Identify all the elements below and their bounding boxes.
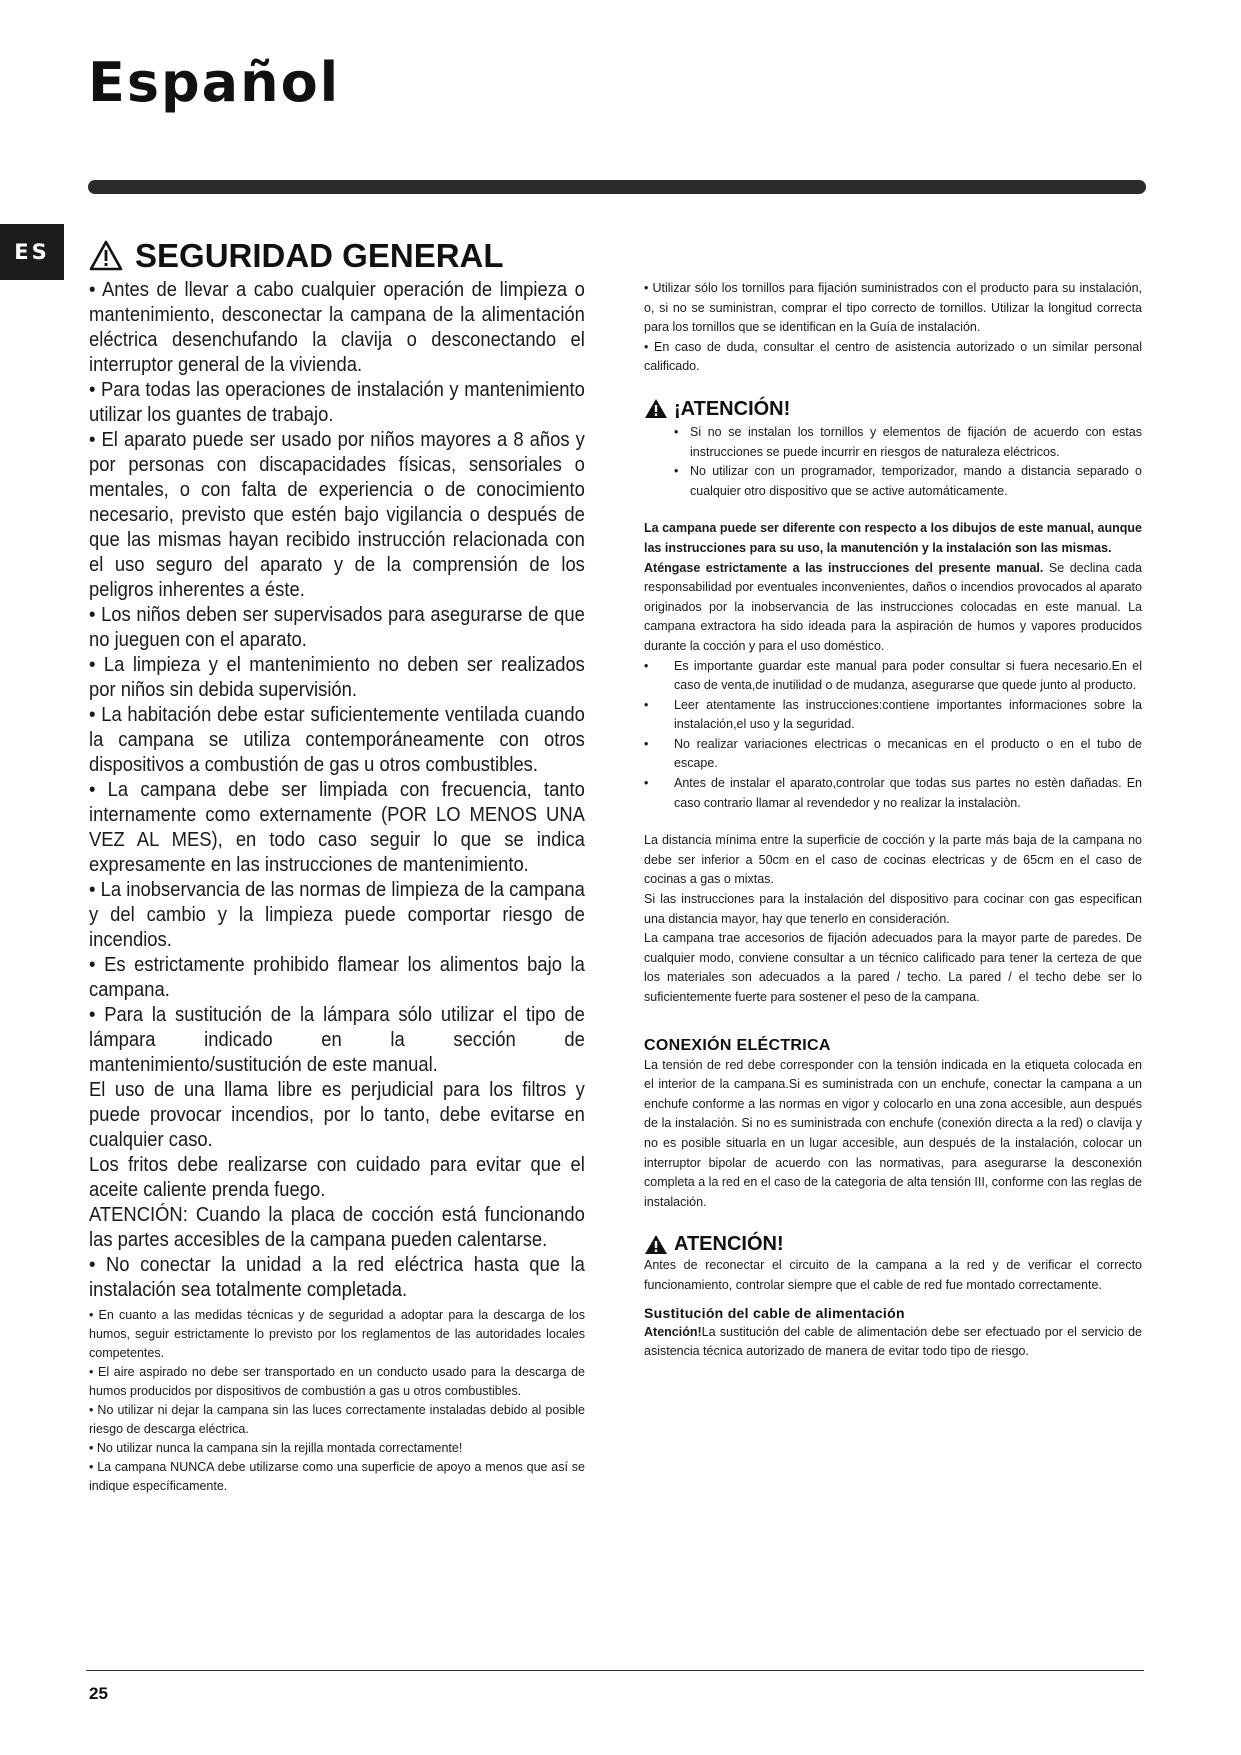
header-divider-bar bbox=[88, 180, 1146, 194]
paragraph: La campana trae accesorios de fijación adecuados para la mayor parte de paredes. De cualquier modo, conviene consultar a un técnico calificado para tener la certeza de que los materiales son adecuados a la pared / techo. La pared / el techo debe ser lo suficientemente fuerte para sostener el peso de la campana. bbox=[644, 931, 1142, 1004]
paragraph: Si las instrucciones para la instalación del dispositivo para cocinar con gas especifican una distancia mayor, hay que tenerlo en consideración. bbox=[644, 892, 1142, 926]
list-item: • No utilizar con un programador, temporizador, mando a distancia separado o cualquier otro dispositivo que se active automáticamente. bbox=[674, 462, 1142, 501]
paragraph: • La limpieza y el mantenimiento no deben ser realizados por niños sin debida supervisión. bbox=[89, 654, 585, 701]
instruction-list bbox=[644, 657, 1142, 814]
paragraph: • Antes de llevar a cabo cualquier operación de limpieza o mantenimiento, desconectar la campana de la alimentación eléctrica desenchufando la clavija o desconectando el interruptor general de la vivienda. bbox=[89, 279, 585, 376]
paragraph: • La campana debe ser limpiada con frecuencia, tanto internamente como externamente (POR LO MENOS UNA VEZ AL MES), en todo caso seguir lo que se indica expresamente en las instrucciones de mantenimiento. bbox=[89, 779, 585, 876]
paragraph: El uso de una llama libre es perjudicial para los filtros y puede provocar incendios, por lo tanto, debe evitarse en cualquier caso. bbox=[89, 1079, 585, 1151]
paragraph: • No utilizar ni dejar la campana sin las luces correctamente instaladas debido al posible riesgo de descarga eléctrica. bbox=[89, 1403, 585, 1436]
strict-rest-text: Se declina cada responsabilidad por eventuales inconvenientes, daños o incendios provocados al aparato originados por la inobservancia de las instrucciones colocadas en este manual. La campana extractora ha sido ideada para la aspiración de humos y vapores producidos durante la cocción y para el uso doméstico. bbox=[644, 560, 1142, 653]
language-tab: ES bbox=[0, 224, 64, 280]
strict-paragraph bbox=[644, 559, 1142, 657]
paragraph: La distancia mínima entre la superficie de cocción y la parte más baja de la campana no debe ser inferior a 50cm en el caso de cocinas electricas y de 65cm en el caso de cocinas a gas o mixtas. bbox=[644, 833, 1142, 887]
paragraph: • El aire aspirado no debe ser transportado en un conducto usado para la descarga de humos producidos por dispositivos de combustión a gas u otros combustibles. bbox=[89, 1365, 585, 1398]
paragraph: • En cuanto a las medidas técnicas y de seguridad a adoptar para la descarga de los humos, seguir estrictamente lo previsto por los reglamentos de las autoridades locales competentes. bbox=[89, 1308, 585, 1360]
paragraph: • No conectar la unidad a la red eléctrica hasta que la instalación sea totalmente completada. bbox=[89, 1254, 585, 1301]
paragraph: • Los niños deben ser supervisados para asegurarse de que no jueguen con el aparato. bbox=[89, 604, 585, 651]
right-column bbox=[644, 279, 1142, 1362]
paragraph: • El aparato puede ser usado por niños mayores a 8 años y por personas con discapacidades físicas, sensoriales o mentales, o con falta de experiencia o de conocimiento necesario, previsto que estén bajo vigilancia o después de que las mismas hayan recibido instrucción relacionada con el uso seguro del aparato y de la comprensión de los peligros inherentes a éste. bbox=[89, 429, 585, 601]
attention-title: ¡ATENCIÓN! bbox=[674, 397, 791, 420]
list-item: • Antes de instalar el aparato,controlar que todas sus partes no estèn dañadas. En caso contrario llamar al revendedor y no realizar la instalaciòn. bbox=[644, 774, 1142, 813]
paragraph: ATENCIÓN: Cuando la placa de cocción está funcionando las partes accesibles de la campana pueden calentarse. bbox=[89, 1204, 585, 1251]
list-item: • Es importante guardar este manual para poder consultar si fuera necesario.En el caso de venta,de inutilidad o de mudanza, asegurarse que quede junto al producto. bbox=[644, 657, 1142, 696]
paragraph: • La inobservancia de las normas de limpieza de la campana y del cambio y la limpieza puede comportar riesgo de incendios. bbox=[89, 879, 585, 951]
left-column bbox=[89, 236, 585, 1496]
list-item: • Si no se instalan los tornillos y elementos de fijación de acuerdo con estas instrucciones se puede incurrir en riesgos de naturaleza eléctricos. bbox=[674, 423, 1142, 462]
bold-notice-text: La campana puede ser diferente con respecto a los dibujos de este manual, aunque las instrucciones para su uso, la manutención y la instalación son las mismas. bbox=[644, 521, 1142, 555]
list-item: • No realizar variaciones electricas o mecanicas en el producto o en el tubo de escape. bbox=[644, 735, 1142, 774]
paragraph: • Para la sustitución de la lámpara sólo utilizar el tipo de lámpara indicado en la sección de mantenimiento/sustitución de este manual. bbox=[89, 1004, 585, 1076]
warning-outline-icon bbox=[89, 240, 123, 272]
paragraph: Los fritos debe realizarse con cuidado para evitar que el aceite caliente prenda fuego. bbox=[89, 1154, 585, 1201]
paragraph: • En caso de duda, consultar el centro de asistencia autorizado o un similar personal calificado. bbox=[644, 339, 1142, 374]
strict-bold-text: Aténgase estrictamente a las instrucciones del presente manual. bbox=[644, 560, 1044, 575]
safety-rules-small bbox=[89, 1306, 585, 1496]
warning-filled-icon bbox=[644, 1234, 668, 1255]
paragraph: • Para todas las operaciones de instalación y mantenimiento utilizar los guantes de trabajo. bbox=[89, 379, 585, 426]
attention-heading-2 bbox=[644, 1232, 1142, 1256]
section-heading-text: SEGURIDAD GENERAL bbox=[135, 237, 504, 274]
paragraph: Antes de reconectar el circuito de la campana a la red y de verificar el correcto funcionamiento, controlar siempre que el cable de red fue montado correctamente. bbox=[644, 1258, 1142, 1292]
paragraph: La tensión de red debe corresponder con la tensión indicada en la etiqueta colocada en el interior de la campana.Si es suministrada con un enchufe, conectar la campana a un enchufe conforme a las normas en vigor y colocarlo en una zona accesible, aun después de la instalación. Si no es suministrada con enchufe (conexión directa a la red) o clavija y no es posible situarla en un lugar accesible, aun después de la instalación, colocar un interruptor bipolar de acuerdo con las normativas, para asegurarse la desconexión completa a la red en el caso de la categoria de alta tensión III, conforme con las reglas de instalación. bbox=[644, 1057, 1142, 1209]
paragraph: • Utilizar sólo los tornillos para fijación suministrados con el producto para su instalación, o, si no se suministran, comprar el tipo correcto de tornillos. Utilizar la longitud correcta para los tornillos que se identifican en la Guía de instalación. bbox=[644, 281, 1142, 335]
footer-divider bbox=[86, 1670, 1144, 1671]
electric-heading: CONEXIÓN ELÉCTRICA bbox=[644, 1036, 831, 1054]
attention-list bbox=[644, 423, 1142, 501]
language-title: Español bbox=[88, 51, 341, 114]
cable-bold-text: Atención! bbox=[644, 1324, 702, 1339]
cable-paragraph bbox=[644, 1323, 1142, 1362]
section-heading bbox=[89, 236, 585, 276]
paragraph: • La campana NUNCA debe utilizarse como una superficie de apoyo a menos que así se indique específicamente. bbox=[89, 1460, 585, 1493]
cable-text: La sustitución del cable de alimentación debe ser efectuado por el servicio de asistencia técnica autorizado de manera de evitar todo tipo de riesgo. bbox=[644, 1324, 1142, 1359]
paragraph: • No utilizar nunca la campana sin la rejilla montada correctamente! bbox=[89, 1441, 463, 1455]
paragraph: • Es estrictamente prohibido flamear los alimentos bajo la campana. bbox=[89, 954, 585, 1001]
attention-heading bbox=[644, 397, 1142, 421]
paragraph: • La habitación debe estar suficientemente ventilada cuando la campana se utiliza contemporáneamente con otros dispositivos a combustión de gas u otros combustibles. bbox=[89, 704, 585, 776]
attention-title-2: ATENCIÓN! bbox=[674, 1233, 784, 1256]
cable-heading: Sustitución del cable de alimentación bbox=[644, 1304, 905, 1321]
safety-rules-large bbox=[89, 278, 585, 1303]
page-number: 25 bbox=[89, 1684, 108, 1703]
list-item: • Leer atentamente las instrucciones:contiene importantes informaciones sobre la instalación,el uso y la seguridad. bbox=[644, 696, 1142, 735]
warning-filled-icon bbox=[644, 398, 668, 419]
bold-notice bbox=[644, 519, 1142, 558]
